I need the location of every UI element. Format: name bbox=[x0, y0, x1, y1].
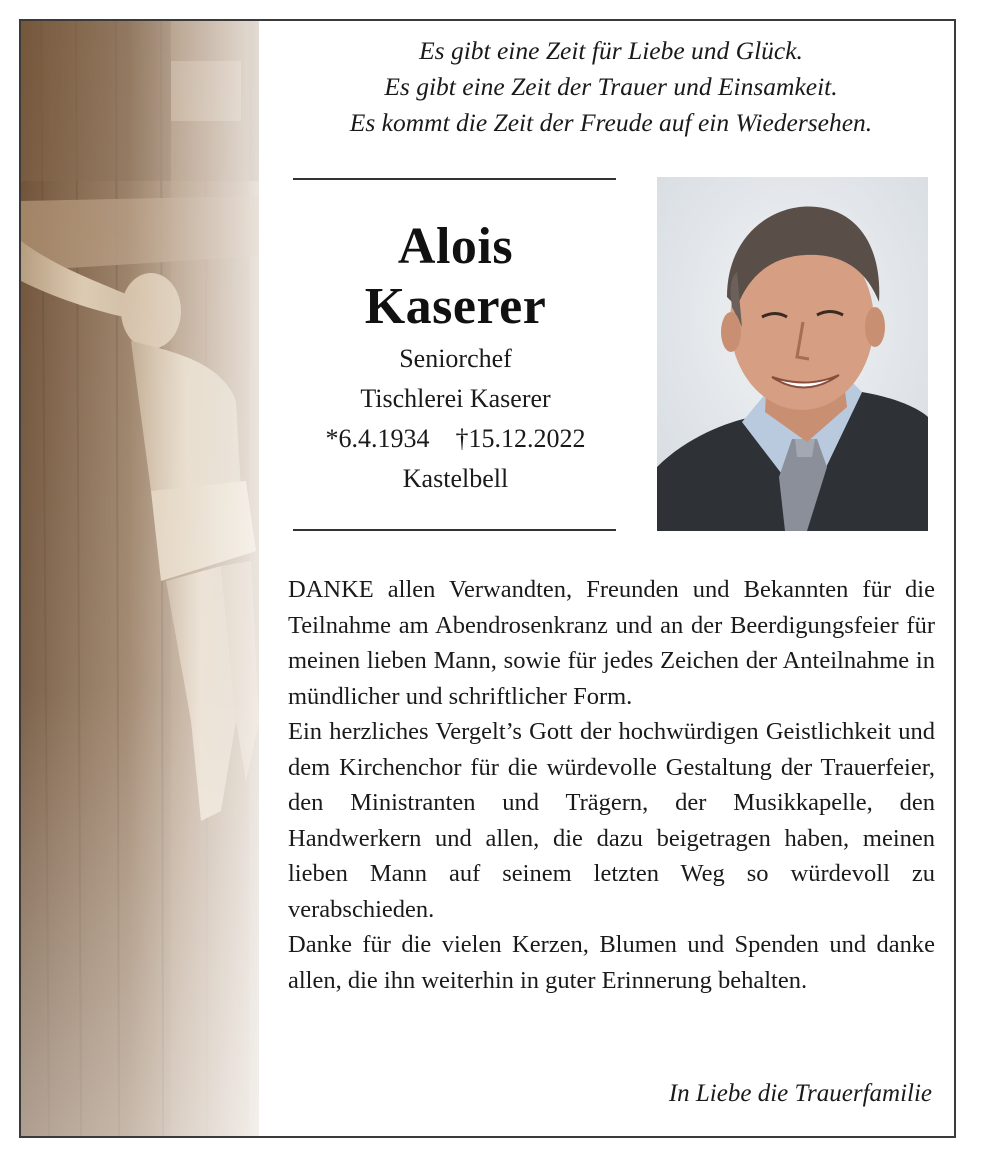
title: Seniorchef bbox=[399, 344, 512, 373]
poem-line-3: Es kommt die Zeit der Freude auf ein Wiedersehen. bbox=[349, 108, 873, 137]
last-name: Kaserer bbox=[364, 278, 547, 335]
first-name: Alois bbox=[397, 218, 514, 275]
deceased-info bbox=[283, 217, 628, 499]
signature: In Liebe die Trauerfamilie bbox=[668, 1080, 932, 1107]
life-dates: *6.4.1934 †15.12.2022 bbox=[325, 424, 586, 453]
poem-line-2: Es gibt eine Zeit der Trauer und Einsamkeit. bbox=[384, 72, 838, 101]
company: Tischlerei Kaserer bbox=[360, 384, 551, 413]
place: Kastelbell bbox=[402, 464, 509, 493]
poem-line-1: Es gibt eine Zeit für Liebe und Glück. bbox=[419, 36, 803, 65]
crucifix-image bbox=[21, 21, 259, 1136]
thank-you-text bbox=[288, 572, 935, 998]
portrait-photo bbox=[657, 177, 928, 531]
paragraph-1: DANKE allen Verwandten, Freunden und Bekannten für die Teilnahme am Abendrosenkranz und an der Beerdigungsfeier für meinen lieben Mann, sowie für jedes Zeichen der Anteilnahme in mündlicher und schriftlicher Form. bbox=[288, 576, 935, 710]
paragraph-2: Ein herzliches Vergelt’s Gott der hochwürdigen Geistlichkeit und dem Kirchenchor für die würdevolle Gestaltung der Trauerfeier, den Ministranten und Trägern, der Musikkapelle, den Handwerkern und allen, die dazu beigetragen haben, meinen lieben Mann auf seinem letzten Weg so würdevoll zu verabschieden. bbox=[288, 718, 935, 923]
divider-bottom bbox=[293, 529, 616, 531]
divider-top bbox=[293, 178, 616, 180]
paragraph-3: Danke für die vielen Kerzen, Blumen und Spenden und danke allen, die ihn weiterhin in guter Erinnerung behalten. bbox=[288, 931, 935, 994]
poem bbox=[271, 33, 951, 141]
obituary-frame bbox=[19, 19, 956, 1138]
